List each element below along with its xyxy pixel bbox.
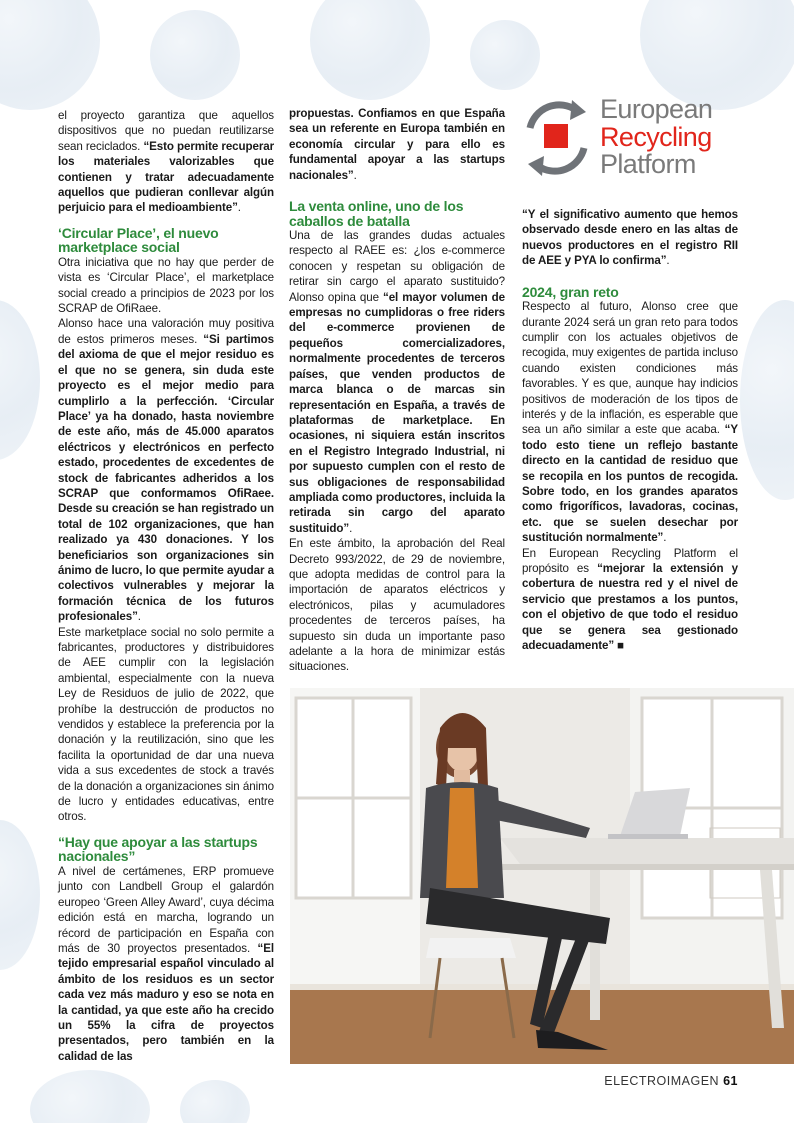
body-text: Alonso hace una valoración muy positiva de estos primeros meses.	[58, 317, 274, 346]
body-text: Respecto al futuro, Alonso cree que durante 2024 será un gran reto para todos cumplir con los actuales objetivos de recogida, muy exigentes de partida incluso cuando existen condiciones más favorables. Y es que, aunque hay indicios positivos de moderación de los tipos de interés y de la inflación, es esperable que sea un año similar a este que acaba.	[522, 300, 738, 437]
body-text: .	[663, 531, 667, 545]
section-heading: ‘Circular Place’, el nuevo marketplace social	[58, 224, 219, 256]
body-text: .	[237, 201, 241, 215]
logo-line-platform: Platform	[600, 149, 696, 179]
paragraph	[522, 546, 738, 654]
paragraph	[522, 299, 738, 546]
quote-text: “Y todo esto tiene un reflejo bastante directo en la cantidad de residuo que se recopila en los puntos de recogida. Sobre todo, en los grandes aparatos como frigoríficos, lavadoras, cocinas, etc. que se suelen desechar por sustitución normalmente”	[522, 423, 738, 545]
body-text: .	[349, 521, 353, 535]
body-text: Una de las grandes dudas actuales respecto al RAEE es: ¿los e-commerce conocen y respetan su obligación de retirar sin cargo el aparato sustituido? Alonso opina que	[289, 229, 505, 304]
quote-text: “Esto permite recuperar los materiales valorizables que contienen y tratar adecuadamente aquellos que pudieran conllevar algún perjuicio para el medioambiente”	[58, 139, 274, 215]
body-text: .	[353, 168, 357, 182]
quote-text: “Si partimos del axioma de que el mejor residuo es el que no se genera, sin duda este proyecto es el mejor medio para cumplirlo a la perfección. ‘Circular Place’ ya ha donado, hasta noviembre de este año, más de 45.000 aparatos eléctricos y electrónicos en perfecto estado, procedentes de excedentes de stock de fabricantes adheridos a los SCRAP que conformamos OfiRaee. Desde su creación se han registrado un total de 102 organizaciones, que han realizado ya 430 donaciones. Y los beneficiarios son organizaciones sin ánimo de lucro, lo que permite ayudar a colectivos vulnerables y mejorar la formación técnica de los futuros profesionales”	[58, 332, 274, 624]
logo-line-european: European	[600, 94, 713, 124]
body-text: En European Recycling Platform el propósito es	[522, 546, 738, 576]
photo-illustration	[290, 688, 794, 1064]
paragraph: Este marketplace social no solo permite a fabricantes, productores y distribuidores de AEE cumplir con la legislación ambiental, especialmente con la nueva Ley de Residuos de julio de 2022, que prohíbe la destrucción de productos no vendidos y establece la preferencia por la donación y la reutilización, sino que les facilita la oportunidad de dar una nueva vida a sus excedentes de stock a través de la donación a organizaciones sin ánimo de lucro y entidades educativas, entre otros.	[58, 625, 274, 824]
column-3	[522, 207, 738, 653]
paragraph: Otra iniciativa que no hay que perder de vista es ‘Circular Place’, el marketplace social creado a principios de 2023 por los SCRAP de OfiRaee.	[58, 255, 274, 316]
column-2	[289, 106, 505, 675]
magazine-name: ELECTROIMAGEN	[604, 1074, 720, 1088]
page-number: 61	[723, 1074, 738, 1088]
body-text: .	[137, 610, 141, 624]
section-heading: “Hay que apoyar a las startups nacionales”	[58, 833, 258, 865]
article-photo	[290, 688, 794, 1064]
body-text: A nivel de certámenes, ERP promueve junto con Landbell Group el galardón europeo ‘Green Alley Award’, cuya décima edición está en marcha, logrando un récord de participación en España con más de 30 proyectos presentados.	[58, 864, 274, 955]
quote-text: “El tejido empresarial español vinculado al ámbito de los residuos es un sector cada vez más maduro y eso se nota en la cantidad, ya que este año ha crecido un 55% la cifra de proyectos presentados, pero también en la calidad de las	[58, 941, 274, 1063]
paragraph	[58, 864, 274, 1064]
erp-logo	[522, 96, 744, 180]
quote-text: “mejorar la extensión y cobertura de nuestra red y el nivel de servicio que prestamos a los puntos, con el objetivo de que todo el residuo que se genera sea gestionado adecuadamente”	[522, 562, 738, 653]
paragraph	[289, 106, 505, 183]
paragraph	[522, 207, 738, 269]
paragraph: En este ámbito, la aprobación del Real Decreto 993/2022, de 29 de noviembre, que adopta medidas de control para la importación de aparatos eléctricos y electrónicos, pilas y acumuladores procedentes de terceros países, ha supuesto sin duda un importante paso adelante a la hora de minimizar estás situaciones.	[289, 537, 505, 674]
body-text: .	[666, 254, 670, 268]
paragraph	[58, 316, 274, 624]
paragraph	[289, 228, 505, 536]
end-mark: ■	[614, 639, 625, 653]
quote-text: propuestas. Confiamos en que España sea un referente en Europa también en economía circular y para ello es fundamental apoyar a las startups nacionales”	[289, 107, 505, 182]
section-heading: 2024, gran reto	[522, 283, 619, 300]
body-text: el proyecto garantiza que aquellos dispositivos que no puedan reutilizarse sean reciclados.	[58, 109, 274, 153]
section-heading: La venta online, uno de los caballos de batalla	[289, 198, 464, 229]
quote-text: “Y el significativo aumento que hemos observado desde enero en las altas de nuevos productores en el registro RII de AEE y PYA lo confirma”	[522, 208, 738, 268]
page-footer	[604, 1074, 738, 1088]
quote-text: “el mayor volumen de empresas no cumplidoras o free riders del e-commerce provienen de pequeños comercializadores, normalmente procedentes de terceros países, que venden productos de marca blanca o de marcas sin representación en España, a través de plataformas de marketplace. En ocasiones, ni siquiera están inscritos en el Registro Integrado Industrial, ni por supuesto cumplen con el resto de sus obligaciones de responsabilidad ampliada como productores, incluida la retirada sin cargo del aparato sustituido”	[289, 290, 505, 535]
logo-line-recycling: Recycling	[600, 121, 712, 152]
recycle-arrows-icon	[522, 98, 592, 178]
paragraph	[58, 108, 274, 216]
column-1	[58, 108, 274, 1064]
